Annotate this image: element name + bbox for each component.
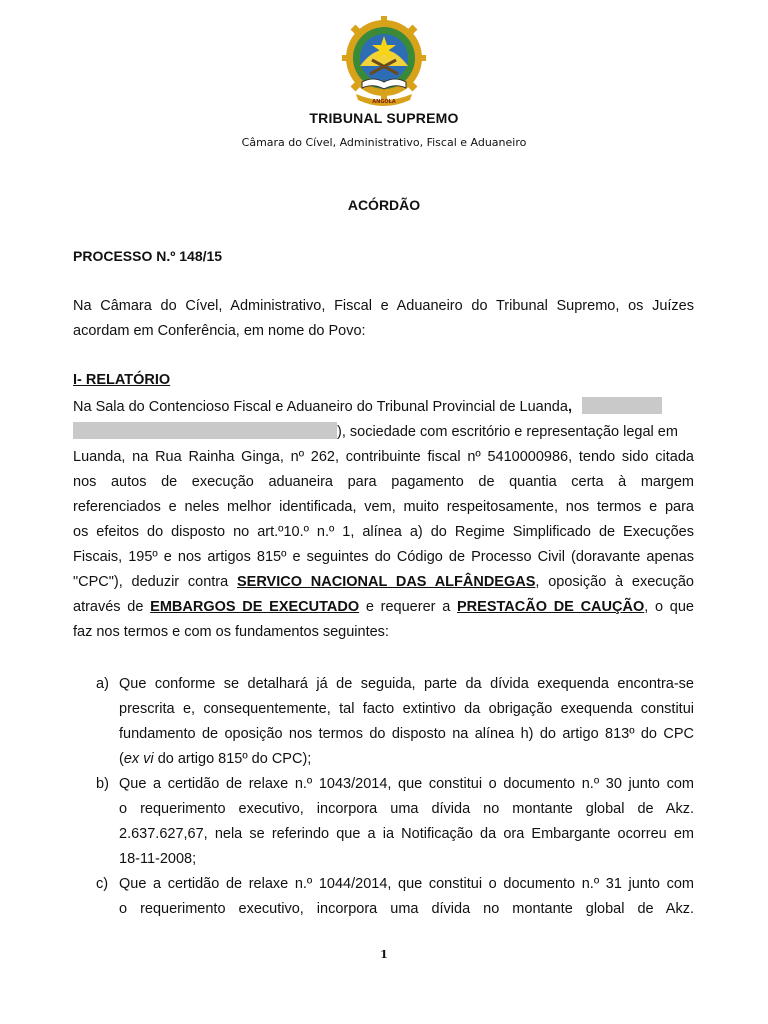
report-line: através de EMBARGOS DE EXECUTADO e requerer a PRESTACÃO DE CAUÇÃO, o que — [73, 599, 694, 615]
intro-line: Na Câmara do Cível, Administrativo, Fiscal e Aduaneiro do Tribunal Supremo, os Juízes — [73, 298, 694, 314]
grounds-list — [96, 672, 694, 922]
report-paragraph — [73, 395, 694, 645]
list-marker: a) — [96, 676, 109, 692]
page-number: 1 — [380, 948, 388, 961]
document-type: ACÓRDÃO — [347, 197, 421, 213]
list-marker: c) — [96, 876, 109, 892]
report-line: referenciados e neles melhor identificada, vem, muito respeitosamente, nos termos e para — [73, 499, 694, 515]
list-marker: b) — [96, 776, 109, 792]
report-line: nos autos de execução aduaneira para pagamento de quantia certa à margem — [73, 474, 694, 490]
chamber-name: Câmara do Cível, Administrativo, Fiscal e Aduaneiro — [241, 136, 527, 149]
process-number: PROCESSO N.º 148/15 — [73, 248, 223, 264]
list-item: b) Que a certidão de relaxe n.º 1043/2014, que constitui o documento n.º 30 junto com o requerimento executivo, incorpora uma dívida no montante global de Akz. 2.637.627,67, nela se referindo que a ia Notificação da ora Embargante ocorreu em 18-11-2008; — [96, 772, 694, 872]
intro-paragraph — [73, 294, 694, 344]
report-line: faz nos termos e com os fundamentos seguintes: — [73, 624, 389, 640]
report-line: Fiscais, 195º e nos artigos 815º e seguintes do Código de Processo Civil (doravante apenas — [73, 549, 694, 565]
section-heading-relatorio: I- RELATÓRIO — [73, 372, 171, 388]
list-item: a) Que conforme se detalhará já de seguida, parte da dívida exequenda encontra-se prescrita e, consequentemente, tal facto extintivo da obrigação exequenda constitui fundamento de oposição nos termos do disposto na alínea h) do artigo 813º do CPC (ex vi do artigo 815º do CPC); — [96, 672, 694, 772]
redaction-block — [582, 397, 662, 414]
court-name: TRIBUNAL SUPREMO — [309, 110, 459, 126]
report-line: Na Sala do Contencioso Fiscal e Aduaneiro do Tribunal Provincial de Luanda, — [73, 395, 694, 420]
report-line: ), sociedade com escritório e representação legal em — [73, 420, 694, 445]
redaction-block — [73, 422, 337, 439]
report-line: Luanda, na Rua Rainha Ginga, nº 262, contribuinte fiscal nº 5410000986, tendo sido citada — [73, 449, 694, 465]
svg-text:ANGOLA: ANGOLA — [372, 99, 396, 105]
angola-coat-of-arms-icon — [338, 14, 430, 110]
report-line: "CPC"), deduzir contra SERVICO NACIONAL DAS ALFÂNDEGAS, oposição à execução — [73, 574, 694, 590]
list-item: c) Que a certidão de relaxe n.º 1044/2014, que constitui o documento n.º 31 junto com o requerimento executivo, incorpora uma dívida no montante global de Akz. — [96, 872, 694, 922]
intro-line: acordam em Conferência, em nome do Povo: — [73, 323, 366, 339]
report-line: os efeitos do disposto no art.º10.º n.º 1, alínea a) do Regime Simplificado de Execuções — [73, 524, 694, 540]
